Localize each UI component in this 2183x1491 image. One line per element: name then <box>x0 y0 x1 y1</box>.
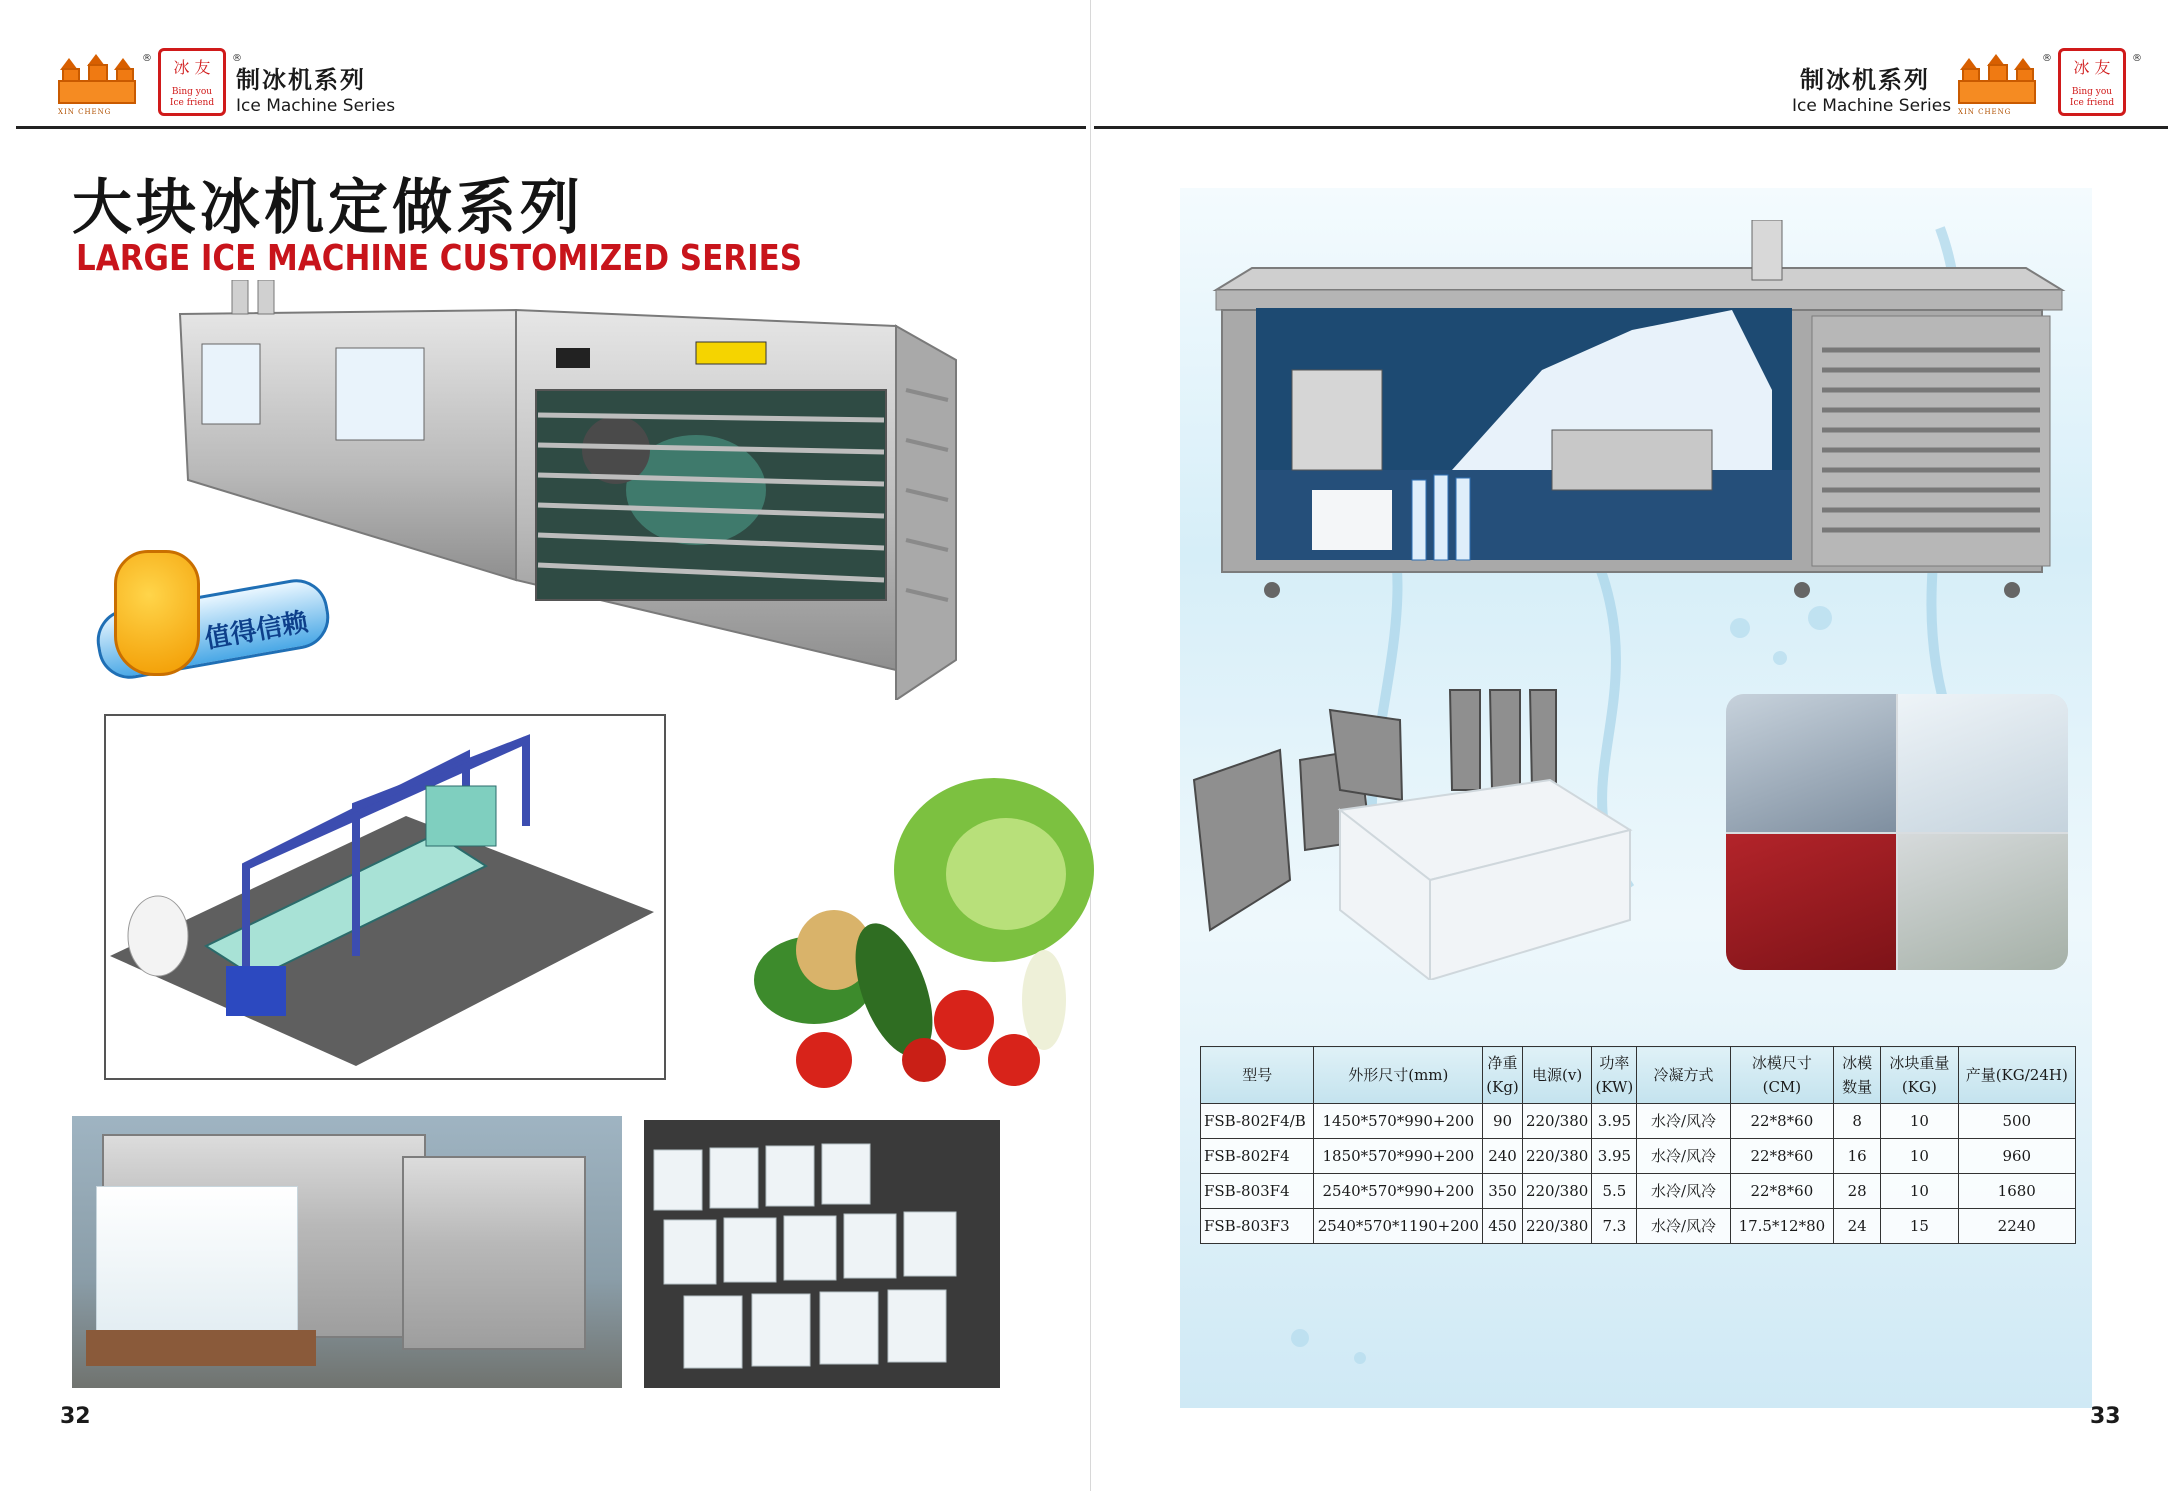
seal-en-line-1: Bing you <box>171 87 213 97</box>
cell-power-supply: 220/380 <box>1522 1139 1592 1174</box>
specifications-table-wrapper <box>1200 1046 2076 1244</box>
vegetables-image <box>714 770 1094 1090</box>
registered-mark: ® <box>142 53 152 64</box>
cell-model: FSB-803F4 <box>1201 1174 1314 1209</box>
header-rule-right <box>1094 126 2168 129</box>
cell-cooling: 水冷/风冷 <box>1637 1104 1730 1139</box>
cell-weight: 90 <box>1483 1104 1523 1139</box>
cell-block-weight: 15 <box>1881 1209 1958 1244</box>
seal-cn-text: 冰 友 <box>2073 58 2111 77</box>
col-header: 冰块重量(KG) <box>1881 1047 1958 1104</box>
trust-badge <box>96 540 328 690</box>
page-spine <box>1090 0 1091 1491</box>
page-number-left: 32 <box>60 1404 91 1429</box>
castle-logo-icon <box>58 54 136 116</box>
seal-en-text <box>2061 87 2123 109</box>
cell-mold-size: 22*8*60 <box>1730 1139 1833 1174</box>
ice-plant-3d-render <box>104 714 666 1080</box>
table-row <box>1201 1104 2076 1139</box>
specifications-table <box>1200 1046 2076 1244</box>
cell-model: FSB-802F4 <box>1201 1139 1314 1174</box>
castle-logo-icon <box>1958 54 2036 116</box>
col-header: 功率(KW) <box>1592 1047 1637 1104</box>
cell-dimensions: 1450*570*990+200 <box>1314 1104 1483 1139</box>
ice-blocks-svg <box>644 1120 1000 1388</box>
cell-output: 1680 <box>1958 1174 2075 1209</box>
cell-mold-count: 28 <box>1834 1174 1881 1209</box>
cell-weight: 240 <box>1483 1139 1523 1174</box>
col-header: 型号 <box>1201 1047 1314 1104</box>
cell-dimensions: 2540*570*1190+200 <box>1314 1209 1483 1244</box>
castle-caption: XIN CHENG <box>58 108 112 116</box>
table-row <box>1201 1209 2076 1244</box>
header-series-cn-right: 制冰机系列 <box>1800 66 1930 94</box>
cell-output: 960 <box>1958 1139 2075 1174</box>
col-header: 冰模数量 <box>1834 1047 1881 1104</box>
cell-power-supply: 220/380 <box>1522 1104 1592 1139</box>
castle-caption: XIN CHENG <box>1958 108 2012 116</box>
cell-mold-count: 24 <box>1834 1209 1881 1244</box>
cell-power: 5.5 <box>1592 1174 1637 1209</box>
col-header: 净重(Kg) <box>1483 1047 1523 1104</box>
seal-en-line-2: Ice friend <box>169 98 215 108</box>
page-title-en: LARGE ICE MACHINE CUSTOMIZED SERIES <box>76 238 803 279</box>
cell-weight: 350 <box>1483 1174 1523 1209</box>
fish-and-meat-photos <box>1726 694 2068 970</box>
table-row <box>1201 1139 2076 1174</box>
meat-photo <box>1726 834 1896 970</box>
seal-en-text <box>161 87 223 109</box>
cell-power-supply: 220/380 <box>1522 1209 1592 1244</box>
header-series-en-right: Ice Machine Series <box>1792 96 1952 116</box>
ice-machine-render <box>1212 220 2066 600</box>
cell-block-weight: 10 <box>1881 1104 1958 1139</box>
cell-power: 7.3 <box>1592 1209 1637 1244</box>
col-header: 电源(v) <box>1522 1047 1592 1104</box>
registered-mark: ® <box>2132 53 2142 64</box>
cell-output: 500 <box>1958 1104 2075 1139</box>
ice-machine-render-svg <box>1212 220 2066 600</box>
cell-mold-size: 17.5*12*80 <box>1730 1209 1833 1244</box>
cell-cooling: 水冷/风冷 <box>1637 1174 1730 1209</box>
cell-cooling: 水冷/风冷 <box>1637 1139 1730 1174</box>
brand-logo-right <box>1958 48 2142 116</box>
ice-molds-and-blocks <box>1190 680 1660 980</box>
page-title-cn: 大块冰机定做系列 <box>72 173 584 243</box>
wooden-pallet <box>86 1330 316 1366</box>
table-row <box>1201 1174 2076 1209</box>
cell-block-weight: 10 <box>1881 1139 1958 1174</box>
cell-block-weight: 10 <box>1881 1174 1958 1209</box>
col-header: 冰模尺寸(CM) <box>1730 1047 1833 1104</box>
cell-mold-size: 22*8*60 <box>1730 1104 1833 1139</box>
thumbs-up-icon <box>114 550 200 676</box>
ice-molds-svg <box>1190 680 1660 980</box>
seal-en-line-1: Bing you <box>2071 87 2113 97</box>
cell-model: FSB-803F3 <box>1201 1209 1314 1244</box>
page-number-right: 33 <box>2090 1404 2121 1429</box>
col-header: 冷凝方式 <box>1637 1047 1730 1104</box>
registered-mark: ® <box>232 53 242 64</box>
table-header-row <box>1201 1047 2076 1104</box>
fish-photo-1 <box>1726 694 1896 832</box>
col-header: 外形尺寸(mm) <box>1314 1047 1483 1104</box>
badge-text: 值得信赖 <box>202 607 311 655</box>
header-series-cn: 制冰机系列 <box>236 66 366 94</box>
cell-mold-count: 16 <box>1834 1139 1881 1174</box>
ice-block-stack <box>96 1186 298 1338</box>
cell-power: 3.95 <box>1592 1139 1637 1174</box>
machine-with-ice-photo <box>72 1116 622 1388</box>
cell-cooling: 水冷/风冷 <box>1637 1209 1730 1244</box>
header-series-en: Ice Machine Series <box>236 96 396 116</box>
cell-dimensions: 1850*570*990+200 <box>1314 1139 1483 1174</box>
col-header: 产量(KG/24H) <box>1958 1047 2075 1104</box>
cell-output: 2240 <box>1958 1209 2075 1244</box>
registered-mark: ® <box>2042 53 2052 64</box>
fish-photo-2 <box>1898 694 2068 832</box>
seal-en-line-2: Ice friend <box>2069 98 2115 108</box>
seal-cn-text: 冰 友 <box>173 58 211 77</box>
vegetables-svg <box>714 770 1094 1090</box>
cell-model: FSB-802F4/B <box>1201 1104 1314 1139</box>
fish-photo-3 <box>1898 834 2068 970</box>
brand-logo-left <box>58 48 242 116</box>
cell-power-supply: 220/380 <box>1522 1174 1592 1209</box>
seal-logo <box>158 48 226 116</box>
cell-mold-size: 22*8*60 <box>1730 1174 1833 1209</box>
machine-compressor-unit <box>402 1156 586 1350</box>
seal-logo <box>2058 48 2126 116</box>
cell-dimensions: 2540*570*990+200 <box>1314 1174 1483 1209</box>
cell-mold-count: 8 <box>1834 1104 1881 1139</box>
ice-plant-render-svg <box>106 716 664 1078</box>
cell-power: 3.95 <box>1592 1104 1637 1139</box>
header-rule-left <box>16 126 1086 129</box>
ice-blocks-photo <box>644 1120 1000 1388</box>
cell-weight: 450 <box>1483 1209 1523 1244</box>
